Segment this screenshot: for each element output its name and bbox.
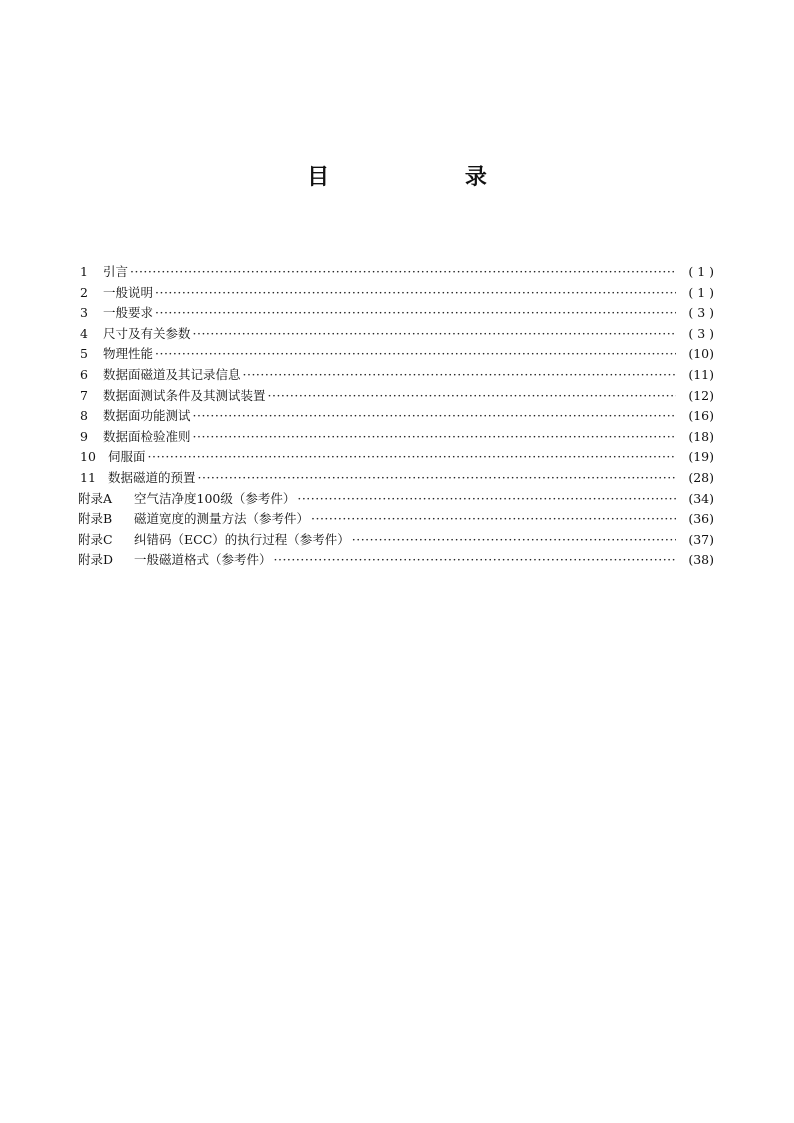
toc-entry-page: ( 3 ) [688,325,714,341]
toc-entry-number: 5 [80,346,88,362]
toc-entry-label: 数据面功能测试 [103,408,191,424]
toc-entry-number: 2 [80,284,88,300]
toc-dot-leader [155,344,676,365]
toc-entry-page: ( 3 ) [688,305,714,321]
toc-dot-leader [311,509,676,530]
toc-dot-leader [193,427,676,448]
toc-dot-leader [193,406,676,427]
toc-entry-number: 3 [80,305,88,321]
toc-entry-label: 数据磁道的预置 [108,469,196,485]
toc-entry-label: 尺寸及有关参数 [103,325,191,341]
toc-entry-number: 附录A [78,490,113,506]
toc-entry-page: (10) [688,346,714,362]
toc-entry-label: 一般说明 [103,284,154,300]
page-title: 目 录 [307,165,551,190]
toc-entry-page: (38) [688,552,714,568]
toc-entry-5[interactable] [78,344,714,365]
toc-entry-number: 附录D [78,552,114,568]
toc-entry-page: (34) [688,490,714,506]
toc-entry-label: 数据面磁道及其记录信息 [103,366,241,382]
toc-entry-6[interactable] [78,365,714,386]
toc-entry-4[interactable] [78,324,714,345]
toc-entry-number: 10 [80,449,96,465]
toc-dot-leader [193,324,676,345]
toc-entry-page: (36) [688,511,714,527]
toc-entry-page: (12) [688,387,714,403]
toc-entry-number: 4 [80,325,88,341]
toc-dot-leader [297,489,676,510]
toc-dot-leader [274,550,676,571]
toc-dot-leader [130,262,676,283]
toc-entry-number: 1 [80,264,88,279]
toc-entry-page: ( 1 ) [688,284,714,300]
toc-entry-page: (19) [688,449,714,465]
table-of-contents [78,262,714,571]
toc-entry-number: 9 [80,428,88,444]
toc-entry-2[interactable] [78,283,714,304]
toc-entry-label: 伺服面 [108,449,146,465]
toc-dot-leader [155,303,676,324]
toc-dot-leader [155,283,676,304]
toc-entry-label: 数据面测试条件及其测试装置 [103,387,266,403]
toc-dot-leader [243,365,676,386]
toc-entry-page: (16) [688,408,714,424]
toc-entry-label: 物理性能 [103,346,154,362]
toc-entry-page: (18) [688,428,714,444]
toc-entry-1[interactable] [78,262,714,283]
toc-entry-label: 纠错码（ECC）的执行过程（参考件） [134,531,350,547]
toc-entry-page: (11) [688,366,714,382]
toc-entry-label: 数据面检验准则 [103,428,191,444]
toc-entry-appendix-a[interactable] [78,489,714,510]
toc-entry-8[interactable] [78,406,714,427]
toc-entry-page: (37) [688,531,714,547]
toc-entry-appendix-b[interactable] [78,509,714,530]
toc-entry-number: 附录B [78,511,113,527]
toc-entry-number: 附录C [78,531,113,547]
toc-entry-number: 6 [80,366,88,382]
toc-entry-label: 引言 [103,264,129,279]
toc-entry-11[interactable] [78,468,714,489]
toc-entry-7[interactable] [78,386,714,407]
toc-entry-label: 一般要求 [103,305,154,321]
toc-entry-number: 8 [80,408,88,424]
toc-entry-label: 一般磁道格式（参考件） [134,552,272,568]
toc-entry-appendix-d[interactable] [78,550,714,571]
toc-entry-label: 空气洁净度100级（参考件） [134,490,296,506]
toc-entry-page: (28) [688,469,714,485]
toc-dot-leader [148,447,676,468]
toc-entry-appendix-c[interactable] [78,530,714,551]
toc-dot-leader [198,468,676,489]
toc-entry-9[interactable] [78,427,714,448]
toc-entry-label: 磁道宽度的测量方法（参考件） [134,511,310,527]
toc-entry-10[interactable] [78,447,714,468]
toc-entry-number: 11 [80,469,96,485]
toc-dot-leader [268,386,676,407]
toc-entry-number: 7 [80,387,88,403]
toc-entry-page: ( 1 ) [688,264,714,279]
toc-dot-leader [352,530,676,551]
toc-entry-3[interactable] [78,303,714,324]
